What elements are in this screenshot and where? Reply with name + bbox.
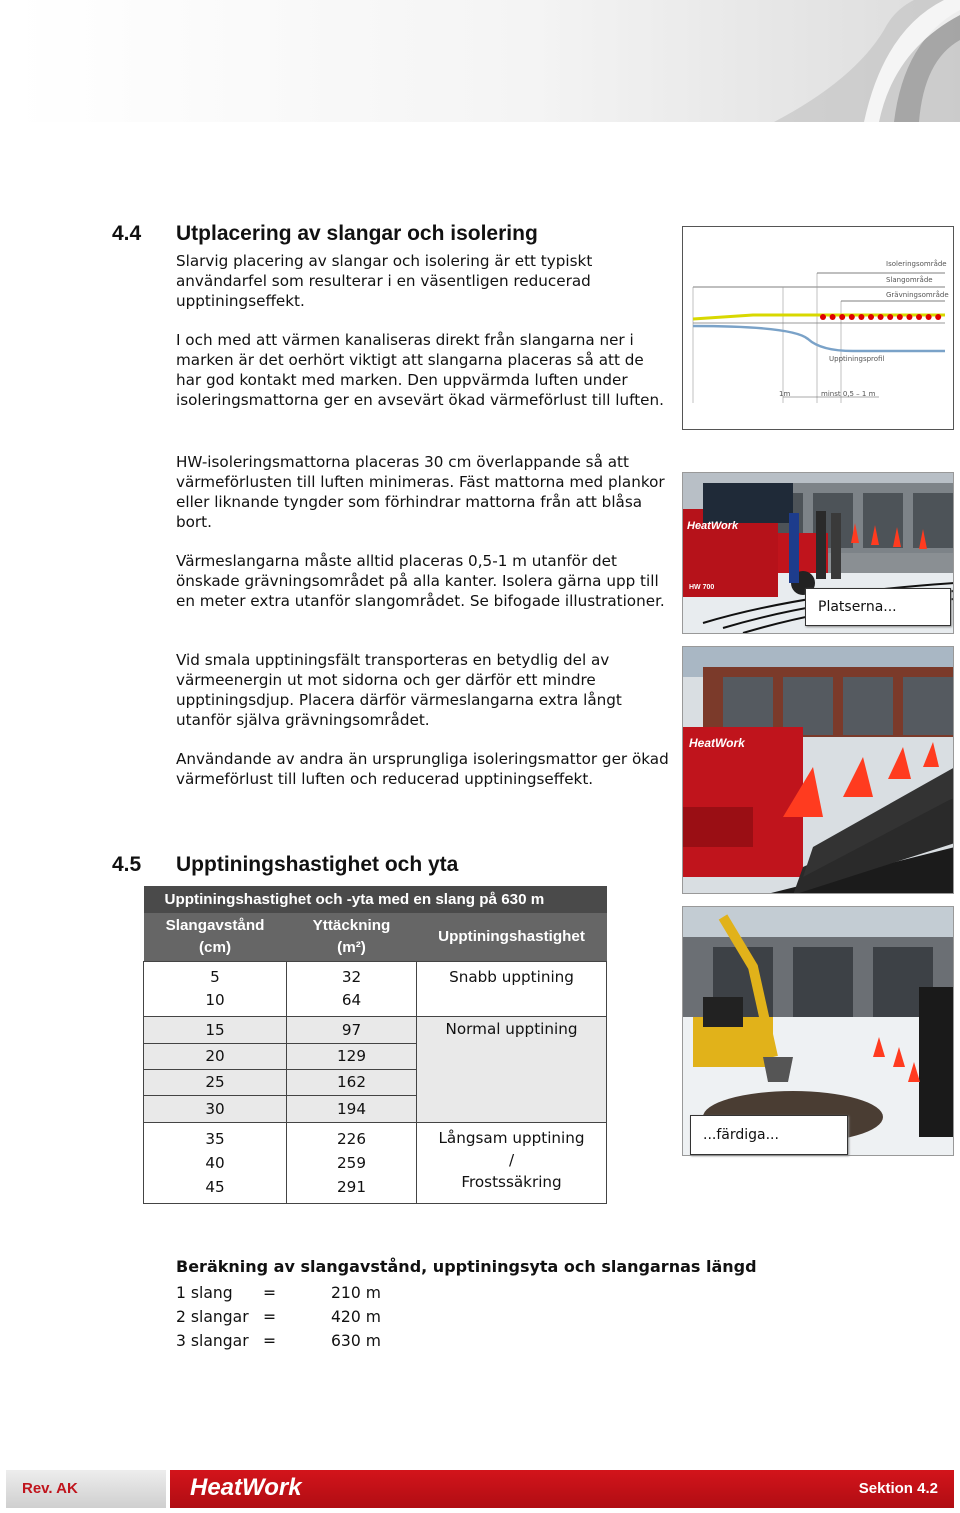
paragraph: Användande av andra än ursprungliga isoleringsmattor ger ökad värmeförlust till luften och reducerad upptiningseffekt.	[176, 750, 669, 788]
label-isolering: Isoleringsområde	[886, 260, 947, 268]
table-row	[144, 961, 607, 1016]
calc-eq: =	[263, 1284, 277, 1302]
calc-row	[176, 1305, 476, 1329]
area-cell	[287, 961, 417, 1016]
rate-text: Snabb upptining	[449, 967, 574, 986]
rate-cell	[417, 1016, 607, 1122]
header-unit: (m²)	[337, 938, 366, 956]
hose-marker	[897, 314, 903, 320]
table-body	[144, 961, 607, 1203]
spacing-cell	[144, 1122, 287, 1203]
spacing-cell	[144, 961, 287, 1016]
label-one-meter: 1m	[779, 390, 791, 398]
label-profil: Upptiningsprofil	[829, 355, 885, 363]
table-value: 40	[205, 1153, 225, 1172]
calc-value: 420 m	[331, 1308, 381, 1326]
spacing-cell: 20	[144, 1043, 287, 1069]
thawing-diagram-svg	[683, 227, 953, 429]
truck-model: HW 700	[689, 584, 715, 591]
footer-section: Sektion 4.2	[858, 1480, 938, 1497]
calc-value: 210 m	[331, 1284, 381, 1302]
rate-text: Normal upptining	[445, 1019, 578, 1038]
thawing-diagram	[682, 226, 954, 430]
table-value: 32	[341, 967, 362, 986]
hose-marker	[868, 314, 874, 320]
table-value: 5	[210, 967, 220, 986]
rate-text: Långsam upptining	[438, 1128, 585, 1147]
footer-revision: Rev. AK	[22, 1480, 78, 1497]
rate-text: /	[508, 1150, 515, 1169]
hose-marker	[906, 314, 912, 320]
footer-brand-bar	[170, 1470, 954, 1508]
hose-marker	[820, 314, 826, 320]
table-header-cell	[144, 913, 287, 961]
section-number: 4.4	[112, 222, 142, 245]
paragraph: Vid smala upptiningsfält transporteras en betydlig del av värmeenergin ut mot sidorna och ger därför ett mindre upptiningsdjup. Placera därför värmeslangarna extra långt utanför själva grävningsområdet.	[176, 651, 622, 729]
area-cell: 162	[287, 1069, 417, 1095]
table-header-cell	[417, 913, 607, 961]
hose-marker	[839, 314, 845, 320]
table-header-cell	[287, 913, 417, 961]
calc-value: 630 m	[331, 1332, 381, 1350]
calc-row	[176, 1329, 476, 1353]
label-slang: Slangområde	[886, 276, 933, 284]
paragraph: I och med att värmen kanaliseras direkt från slangarna ner i marken är det oerhört viktigt att slangarna placeras så att de har god kontakt med marken. Den uppvärmda luften under isoleringsmattorna ger en avsevärt ökad värmeförlust till luften.	[176, 331, 664, 409]
table-value: 226	[337, 1129, 366, 1148]
calc-eq: =	[263, 1308, 277, 1326]
calc-list	[176, 1281, 476, 1353]
table-value: 35	[205, 1129, 225, 1148]
table-value: 64	[341, 990, 362, 1009]
spacing-cell: 25	[144, 1069, 287, 1095]
truck-brand: HeatWork	[687, 520, 739, 532]
rate-text: Frostssäkring	[461, 1172, 562, 1191]
table-value: 45	[205, 1177, 225, 1196]
calc-label: 3 slangar	[176, 1332, 249, 1350]
calc-eq: =	[263, 1332, 277, 1350]
table-row	[144, 1016, 607, 1043]
paragraph: Värmeslangarna måste alltid placeras 0,5-1 m utanför det önskade grävningsområdet på alla kanter. Isolera gärna upp till en meter extra utanför slangområdet. Se bifogade illustrationer.	[176, 552, 665, 610]
area-cell: 194	[287, 1095, 417, 1122]
hose-marker	[916, 314, 922, 320]
hose-marker	[935, 314, 941, 320]
section-title: Utplacering av slangar och isolering	[176, 222, 538, 245]
label-grav: Grävningsområde	[886, 291, 949, 299]
calc-label: 1 slang	[176, 1284, 233, 1302]
calc-row	[176, 1281, 476, 1305]
section-title: Upptiningshastighet och yta	[176, 853, 459, 876]
spacing-cell: 15	[144, 1016, 287, 1043]
footer-brand-logo: HeatWork	[190, 1474, 302, 1501]
thawing-rate-table	[143, 886, 607, 1204]
rate-cell	[417, 1122, 607, 1203]
table-row	[144, 1122, 607, 1203]
hose-marker	[849, 314, 855, 320]
svg-text:HeatWork: HeatWork	[689, 736, 745, 750]
header-unit: (cm)	[198, 938, 232, 956]
paragraph: HW-isoleringsmattorna placeras 30 cm överlappande så att värmeförlusten till luften minimeras. Fäst mattorna med plankor eller liknande tyngder som förhindrar mattorna från att blåsa bort.	[176, 453, 665, 531]
photo-mats	[682, 646, 954, 894]
footer-rev-block	[6, 1470, 166, 1508]
table-value: 291	[337, 1177, 366, 1196]
hose-marker	[887, 314, 893, 320]
paragraph: Slarvig placering av slangar och isolering är ett typiskt användarfel som resulterar i en väsentligen reducerad upptiningseffekt.	[176, 252, 593, 310]
hose-marker	[858, 314, 864, 320]
label-minst: minst 0,5 – 1 m	[821, 390, 876, 398]
area-cell	[287, 1122, 417, 1203]
hose-marker	[830, 314, 836, 320]
area-cell: 129	[287, 1043, 417, 1069]
header-line: Slangavstånd	[165, 916, 265, 934]
table-value: 10	[205, 990, 225, 1009]
calc-title: Beräkning av slangavstånd, upptiningsyta och slangarnas längd	[176, 1257, 757, 1276]
header-banner	[14, 0, 960, 122]
section-number: 4.5	[112, 853, 142, 876]
caption-fardiga: ...färdiga...	[690, 1115, 848, 1155]
caption-platserna: Platserna...	[805, 588, 951, 626]
table-header-row	[144, 913, 607, 961]
table-value: 259	[337, 1153, 366, 1172]
rate-cell	[417, 961, 607, 1016]
spacing-cell: 30	[144, 1095, 287, 1122]
calc-label: 2 slangar	[176, 1308, 249, 1326]
header-line: Yttäckning	[312, 916, 391, 934]
hose-marker	[926, 314, 932, 320]
table-title: Upptiningshastighet och -yta med en slang på 630 m	[144, 886, 607, 913]
hose-marker	[878, 314, 884, 320]
header-line: Upptiningshastighet	[438, 927, 585, 945]
area-cell: 97	[287, 1016, 417, 1043]
